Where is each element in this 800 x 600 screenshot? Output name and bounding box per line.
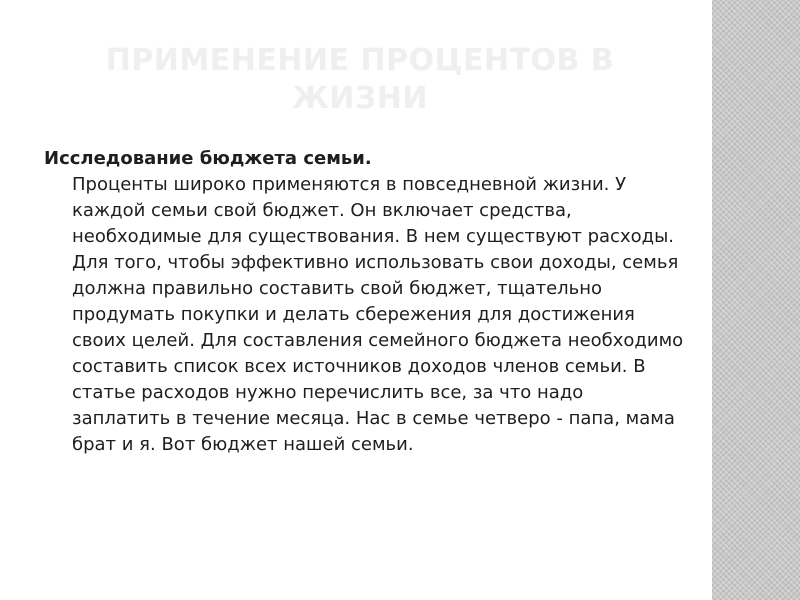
paragraph-2: Для того, чтобы эффективно использовать свои доходы, семья должна правильно составить свой бюджет, тщательно продумать покупки и делать сбережения для достижения своих целей. Для составления семейного бюджета необходимо составить список всех источников доходов членов семьи. В статье расходов нужно перечислить все, за что надо заплатить в течение месяца. Нас в семье четверо - папа, мама брат и я. Вот бюджет нашей семьи. <box>72 252 684 455</box>
paragraph-1: Проценты широко применяются в повседневной жизни. У каждой семьи свой бюджет. Он включает средства, необходимые для существования. В нем существуют расходы. <box>72 174 674 247</box>
decorative-side-band <box>712 0 800 600</box>
content-heading: Исследование бюджета семьи. <box>44 148 372 169</box>
slide-content <box>44 146 684 458</box>
slide-title: ПРИМЕНЕНИЕ ПРОЦЕНТОВ В ЖИЗНИ <box>105 43 615 116</box>
